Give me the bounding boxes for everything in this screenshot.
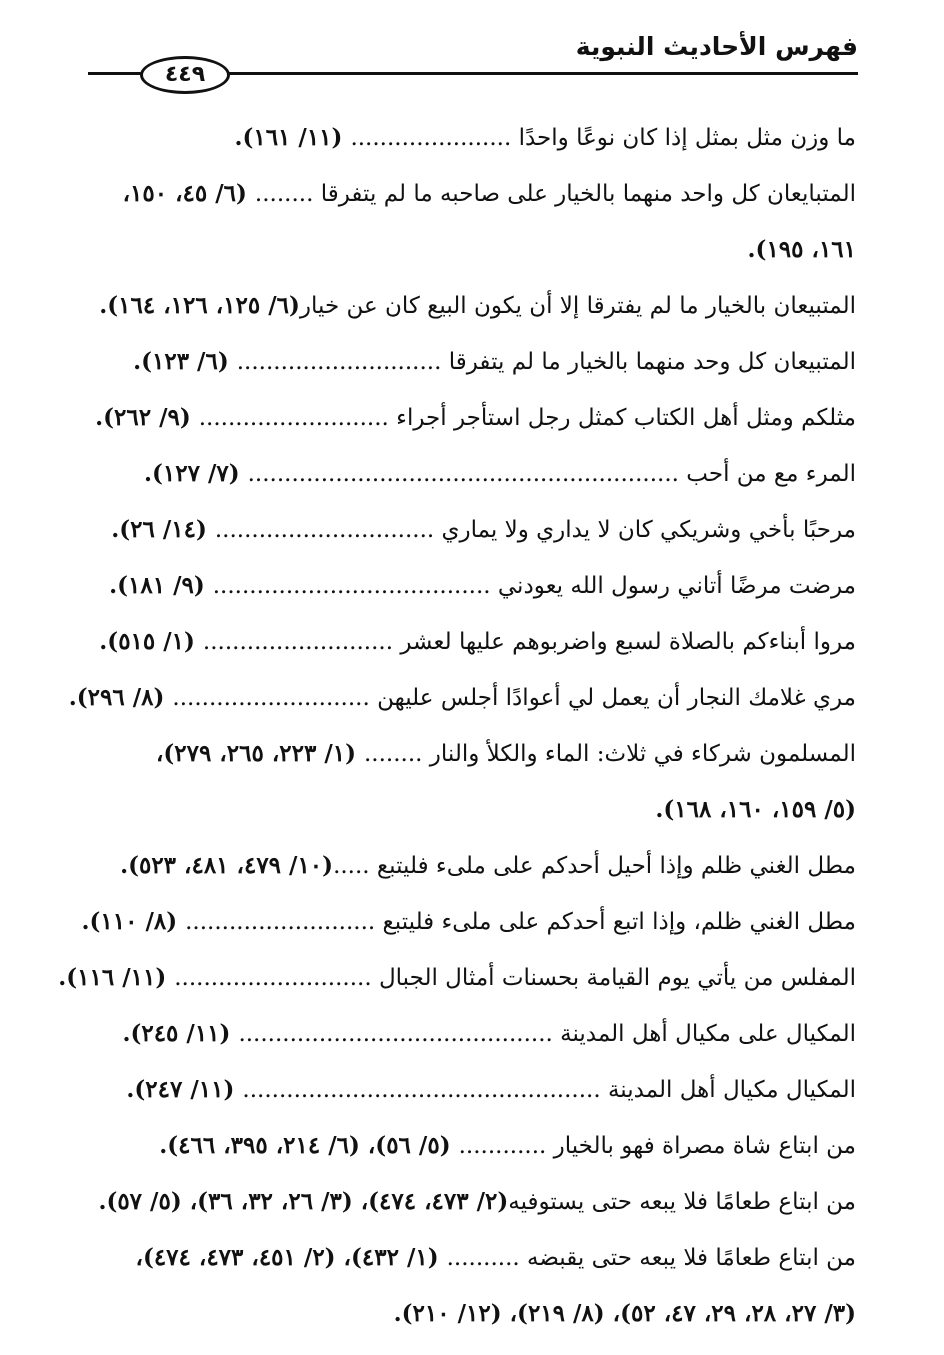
index-entry-line xyxy=(100,1230,856,1286)
hadith-text: مرحبًا بأخي وشريكي كان لا يداري ولا يماري .............................. xyxy=(214,517,856,543)
hadith-text: ما وزن مثل بمثل إذا كان نوعًا واحدًا ...................... xyxy=(350,125,856,151)
volume-page-reference: (٩/ ١٨١). xyxy=(109,572,213,599)
hadith-text: من ابتاع شاة مصراة فهو بالخيار ............ xyxy=(458,1133,856,1159)
index-entry-line xyxy=(95,390,856,446)
index-entry-line xyxy=(100,1286,856,1342)
index-entry-line xyxy=(100,614,856,670)
index-entry-line xyxy=(100,502,856,558)
index-entry-line xyxy=(100,446,856,502)
index-entry-line xyxy=(68,670,856,726)
volume-page-reference: (١١/ ١١٦). xyxy=(58,964,175,991)
volume-page-reference: (٥/ ١٥٩، ١٦٠، ١٦٨). xyxy=(655,796,856,823)
volume-page-reference: (١٤/ ٢٦). xyxy=(111,516,215,543)
hadith-text: مطل الغني ظلم وإذا أحيل أحدكم على ملىء فليتبع ..... xyxy=(333,853,856,879)
hadith-text: المكيال على مكيال أهل المدينة ........................................... xyxy=(238,1021,856,1047)
volume-page-reference: (٢/ ٤٧٣، ٤٧٤)، (٣/ ٢٦، ٣٢، ٣٦)، (٥/ ٥٧). xyxy=(98,1188,509,1215)
hadith-text: من ابتاع طعامًا فلا يبعه حتى يقبضه .......... xyxy=(446,1245,856,1271)
page-number: ٤٤٩ xyxy=(140,56,230,94)
volume-page-reference: (٦/ ١٢٣). xyxy=(133,348,237,375)
index-entry-line xyxy=(58,950,856,1006)
volume-page-reference: ١٦١، ١٩٥). xyxy=(747,236,856,263)
index-entry-line xyxy=(100,278,856,334)
hadith-text: مروا أبناءكم بالصلاة لسبع واضربوهم عليها لعشر .......................... xyxy=(202,629,856,655)
index-entry-line xyxy=(100,1118,856,1174)
index-entry-line xyxy=(100,726,856,782)
hadith-text: المرء مع من أحب ........................................................... xyxy=(247,461,856,487)
volume-page-reference: (١١/ ١٦١). xyxy=(234,124,351,151)
index-entry-line xyxy=(100,838,856,894)
index-entry-line xyxy=(100,782,856,838)
index-entry-line xyxy=(100,1062,856,1118)
hadith-text: المسلمون شركاء في ثلاث: الماء والكلأ والنار ........ xyxy=(364,741,856,767)
index-entry-line xyxy=(100,110,856,166)
volume-page-reference: (١/ ٤٣٢)، (٢/ ٤٥١، ٤٧٣، ٤٧٤)، xyxy=(135,1244,447,1271)
volume-page-reference: (١١/ ٢٤٧). xyxy=(126,1076,243,1103)
hadith-text: مثلكم ومثل أهل الكتاب كمثل رجل استأجر أجراء .......................... xyxy=(198,405,856,431)
hadith-text: من ابتاع طعامًا فلا يبعه حتى يستوفيه xyxy=(508,1189,856,1215)
volume-page-reference: (٦/ ٤٥، ١٥٠، xyxy=(122,180,255,207)
index-entry-line xyxy=(100,1006,856,1062)
hadith-text: المتبايعان كل واحد منهما بالخيار على صاحبه ما لم يتفرقا ........ xyxy=(254,181,856,207)
index-entry-line xyxy=(100,166,856,222)
volume-page-reference: (٨/ ١١٠). xyxy=(81,908,186,935)
index-entry-line xyxy=(100,222,856,278)
volume-page-reference: (٥/ ٥٦)، (٦/ ٢١٤، ٣٩٥، ٤٦٦). xyxy=(159,1132,459,1159)
hadith-text: المفلس من يأتي يوم القيامة بحسنات أمثال الجبال ........................... xyxy=(174,965,856,991)
hadith-text: مرضت مرضًا أتاني رسول الله يعودني ...................................... xyxy=(212,573,856,599)
volume-page-reference: (٧/ ١٢٧). xyxy=(143,460,248,487)
index-entry-line xyxy=(100,558,856,614)
hadith-text: مري غلامك النجار أن يعمل لي أعوادًا أجلس عليهن ........................... xyxy=(172,685,856,711)
volume-page-reference: (٩/ ٢٦٢). xyxy=(95,404,199,431)
running-title: فهرس الأحاديث النبوية xyxy=(575,32,858,61)
hadith-text: المتبيعان بالخيار ما لم يفترقا إلا أن يكون البيع كان عن خيار xyxy=(299,293,856,319)
hadith-text: المكيال مكيال أهل المدينة ................................................. xyxy=(242,1077,856,1103)
volume-page-reference: (١١/ ٢٤٥). xyxy=(122,1020,239,1047)
volume-page-reference: (١/ ٥١٥). xyxy=(99,628,203,655)
volume-page-reference: (١٠/ ٤٧٩، ٤٨١، ٥٢٣). xyxy=(120,852,334,879)
volume-page-reference: (١/ ٢٢٣، ٢٦٥، ٢٧٩)، xyxy=(155,740,364,767)
index-entry-line xyxy=(100,1174,856,1230)
volume-page-reference: (٦/ ١٢٥، ١٢٦، ١٦٤). xyxy=(99,292,300,319)
volume-page-reference: (٣/ ٢٧، ٢٨، ٢٩، ٤٧، ٥٢)، (٨/ ٢١٩)، (١٢/ ٢١٠). xyxy=(393,1300,856,1327)
hadith-text: المتبيعان كل وحد منهما بالخيار ما لم يتفرقا ............................ xyxy=(236,349,856,375)
hadith-index-list xyxy=(58,110,856,1342)
page-header xyxy=(88,28,858,98)
index-entry-line xyxy=(81,894,856,950)
volume-page-reference: (٨/ ٢٩٦). xyxy=(68,684,173,711)
index-entry-line xyxy=(100,334,856,390)
hadith-text: مطل الغني ظلم، وإذا اتبع أحدكم على ملىء فليتبع .......................... xyxy=(185,909,856,935)
